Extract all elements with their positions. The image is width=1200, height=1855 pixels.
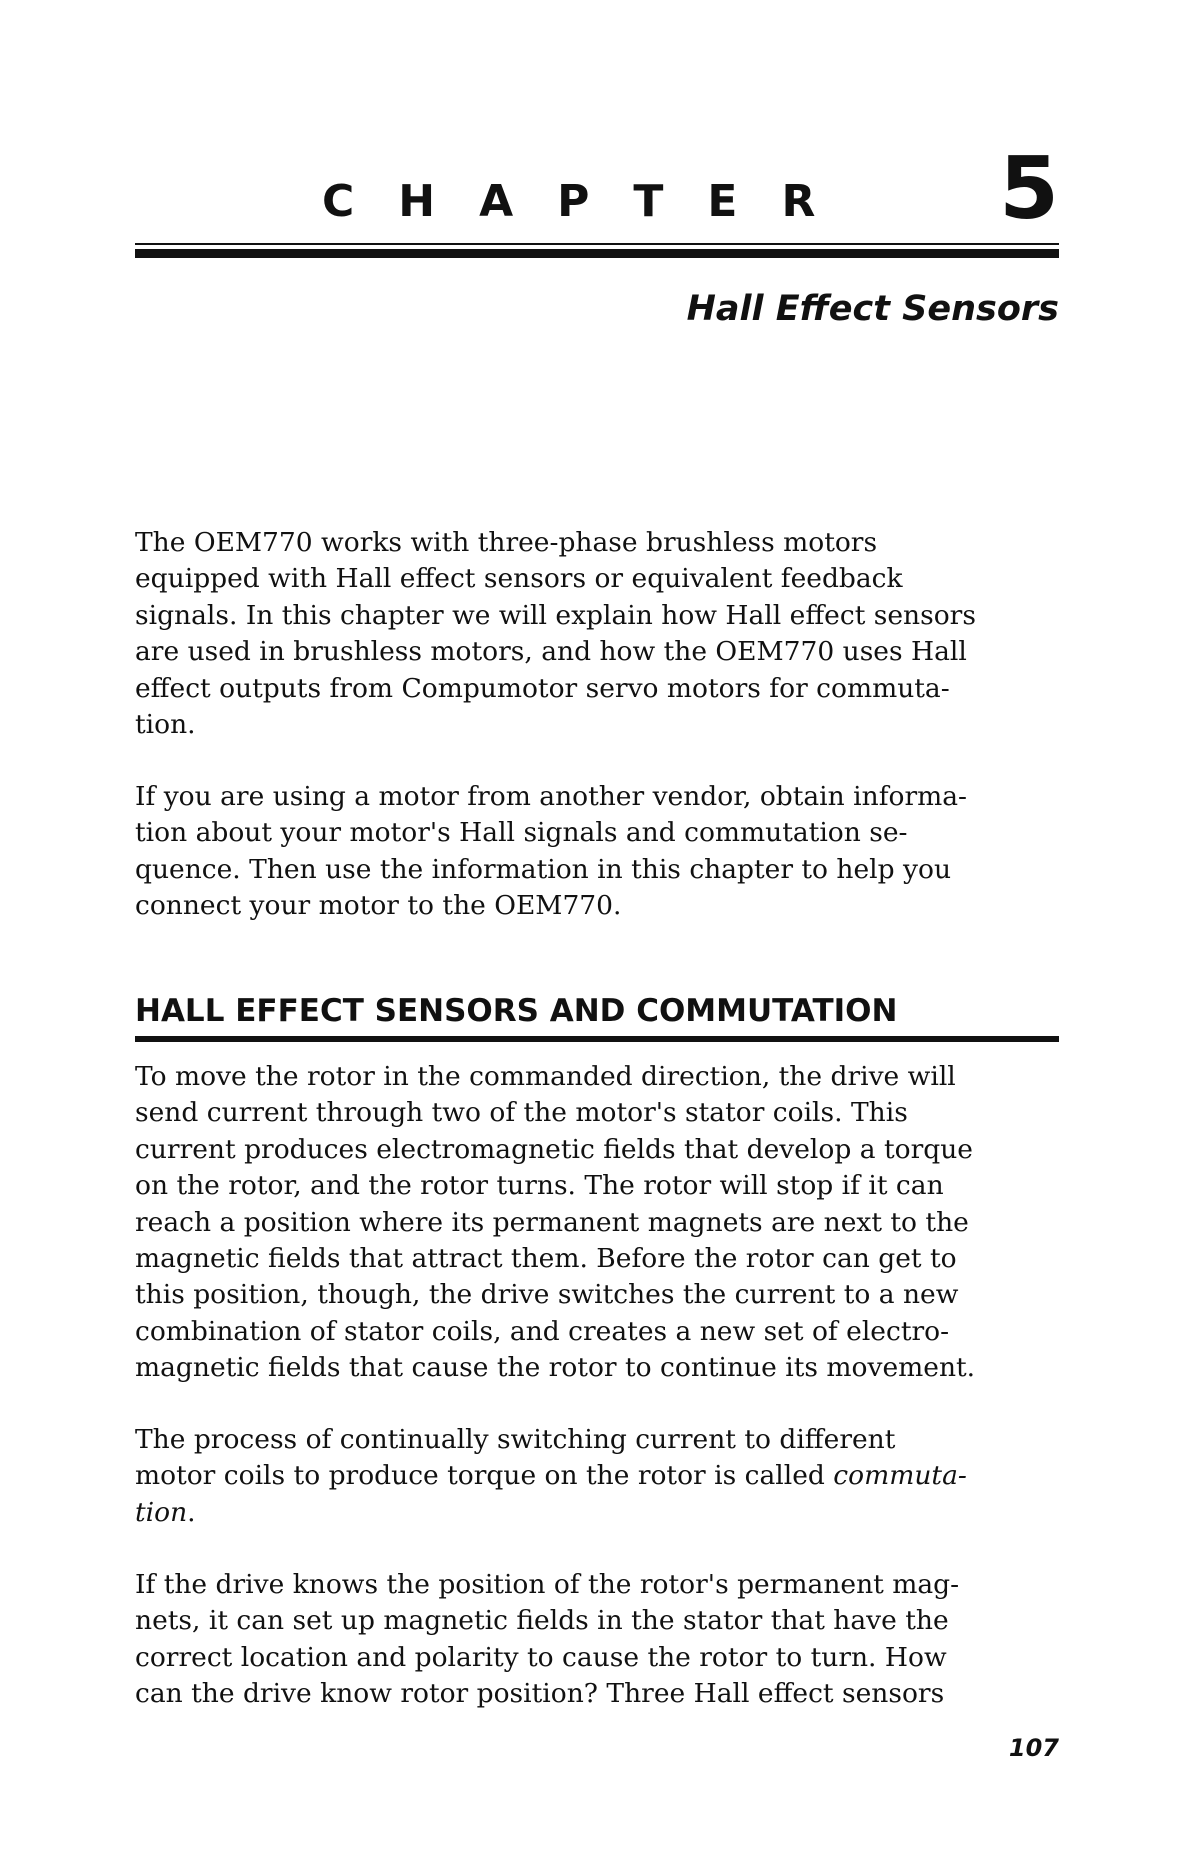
text-run: . [187,1496,196,1528]
text-line: equipped with Hall effect sensors or equivalent feedback [135,563,903,595]
section-paragraph-2 [135,1422,1065,1531]
text-line: combination of stator coils, and creates a new set of electro- [135,1315,950,1347]
text-line: can the drive know rotor position? Three Hall effect sensors [135,1678,945,1710]
text-line: send current through two of the motor's stator coils. This [135,1097,908,1129]
text-line: this position, though, the drive switches the current to a new [135,1279,959,1311]
text-line [135,1458,1065,1494]
chapter-rule-thick [135,249,1059,258]
text-line: magnetic fields that cause the rotor to continue its movement. [135,1352,976,1384]
text-line: tion about your motor's Hall signals and commutation se- [135,817,908,849]
text-line: nets, it can set up magnetic fields in the stator that have the [135,1605,949,1637]
emphasis-term: commuta- [833,1460,967,1492]
section-heading: HALL EFFECT SENSORS AND COMMUTATION [135,993,898,1029]
text-line: tion. [135,709,196,741]
text-line: current produces electromagnetic fields that develop a torque [135,1133,973,1165]
text-line: To move the rotor in the commanded direction, the drive will [135,1061,956,1092]
text-line: correct location and polarity to cause the rotor to turn. How [135,1641,947,1673]
text-line: connect your motor to the OEM770. [135,890,622,922]
chapter-heading-row [135,139,1059,239]
text-line: are used in brushless motors, and how the OEM770 uses Hall [135,636,967,668]
page-number: 107 [1008,1734,1059,1762]
section-rule [135,1036,1059,1042]
section-paragraph-1 [135,1059,1065,1387]
chapter-title: Hall Effect Sensors [686,289,1059,329]
intro-paragraph-2 [135,779,1065,925]
chapter-label: CHAPTER [322,176,860,227]
chapter-number: 5 [999,139,1059,239]
emphasis-term: tion [135,1496,188,1528]
text-line: reach a position where its permanent magnets are next to the [135,1206,969,1238]
text-line: If the drive knows the position of the rotor's permanent mag- [135,1569,960,1600]
chapter-header [135,139,1059,329]
text-line: magnetic fields that attract them. Before the rotor can get to [135,1243,957,1275]
intro-paragraph-1 [135,525,1065,743]
text-line: The OEM770 works with three-phase brushless motors [135,527,878,558]
text-line: on the rotor, and the rotor turns. The rotor will stop if it can [135,1170,944,1202]
text-line: quence. Then use the information in this chapter to help you [135,853,952,885]
text-line: If you are using a motor from another vendor, obtain informa- [135,781,968,812]
text-run: motor coils to produce torque on the rotor is called [135,1460,834,1492]
text-line: signals. In this chapter we will explain how Hall effect sensors [135,599,976,631]
chapter-rule-thin [135,243,1059,245]
text-line: effect outputs from Compumotor servo motors for commuta- [135,672,950,704]
text-line: The process of continually switching current to different [135,1424,896,1455]
section-paragraph-3 [135,1567,1065,1713]
text-line [135,1495,1065,1531]
